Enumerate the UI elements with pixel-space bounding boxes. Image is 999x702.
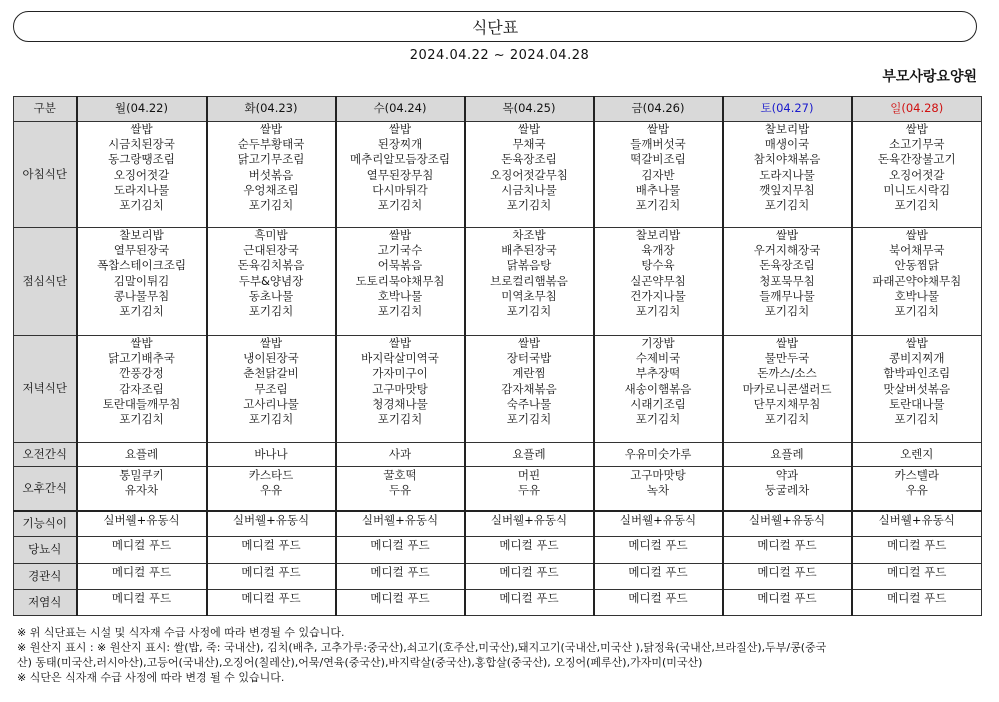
- menu-item: 북어채무국: [888, 243, 945, 258]
- menu-item: 오징어젓갈: [888, 167, 945, 182]
- menu-item: 호박나물: [377, 288, 423, 303]
- menu-cell: [852, 228, 982, 336]
- menu-item: 육개장: [641, 243, 675, 258]
- menu-item: 청경채나물: [372, 396, 428, 411]
- menu-item: 포기김치: [248, 412, 294, 427]
- menu-cell: [77, 336, 207, 443]
- menu-item: 메추리알모듬장조림: [350, 152, 450, 167]
- menu-cell: [594, 590, 723, 616]
- menu-item: 호박나물: [894, 288, 939, 303]
- meal-row-diabetic: [14, 537, 982, 564]
- menu-item: 메디컬 푸드: [499, 538, 559, 552]
- day-header-wed: 수(04.24): [336, 97, 465, 122]
- menu-item: 포기김치: [635, 198, 681, 213]
- menu-cell: [852, 443, 982, 467]
- menu-item: 메디컬 푸드: [887, 565, 947, 579]
- date-range: 2024.04.22 ~ 2024.04.28: [409, 48, 590, 63]
- meal-row-breakfast: [14, 122, 982, 228]
- row-label: 당뇨식: [14, 537, 77, 564]
- meal-row-tube-feed: [14, 564, 982, 590]
- menu-item: 두유: [388, 483, 412, 498]
- menu-item: 흑미밥: [254, 228, 288, 242]
- menu-item: 메디컬 푸드: [111, 538, 172, 552]
- row-label: 저녁식단: [14, 336, 77, 443]
- menu-cell: [852, 537, 982, 564]
- menu-item: 콩비지찌개: [888, 351, 945, 366]
- menu-cell: [465, 537, 594, 564]
- menu-cell: [852, 467, 982, 511]
- menu-cell: [207, 590, 336, 616]
- menu-item: 오징어젓갈: [113, 167, 170, 182]
- menu-item: 쌀밥: [905, 336, 928, 350]
- menu-item: 포기김치: [635, 412, 681, 427]
- menu-cell: [336, 228, 465, 336]
- menu-item: 녹차: [646, 483, 670, 498]
- menu-item: 동그랑땡조림: [108, 152, 175, 167]
- menu-item: 실버웰+유동식: [361, 512, 439, 527]
- row-label: 기능식이: [14, 511, 77, 537]
- facility-name: 부모사랑요양원: [882, 69, 977, 85]
- menu-item: 탕수육: [641, 258, 675, 273]
- menu-item: 쌀밥: [775, 228, 799, 242]
- menu-cell: [77, 511, 207, 537]
- menu-item: 포기김치: [764, 304, 810, 319]
- menu-item: 건가지나물: [630, 288, 686, 303]
- menu-item: 실곤약무침: [630, 273, 686, 288]
- menu-item: 포기김치: [377, 304, 423, 319]
- menu-item: 닭고기무조림: [237, 152, 305, 167]
- menu-item: 버섯볶음: [248, 167, 294, 182]
- menu-cell: [465, 564, 594, 590]
- menu-item: 고구마맛탕: [630, 468, 686, 482]
- menu-item: 유자차: [124, 483, 159, 498]
- menu-item: 닭고기배추국: [108, 351, 175, 366]
- menu-cell: [465, 511, 594, 537]
- menu-cell: [852, 564, 982, 590]
- menu-item: 깻잎지무침: [759, 182, 815, 197]
- menu-item: 카스타드: [248, 468, 294, 482]
- menu-item: 포기김치: [894, 198, 939, 213]
- menu-item: 바지락살미역국: [361, 351, 439, 366]
- menu-item: 포기김치: [894, 304, 939, 319]
- menu-item: 메디컬 푸드: [111, 591, 172, 605]
- menu-cell: [852, 336, 982, 443]
- menu-item: 돈육장조림: [759, 258, 815, 273]
- menu-item: 실버웰+유동식: [490, 512, 568, 527]
- menu-item: 미역초무침: [501, 288, 557, 303]
- menu-item: 머핀: [517, 468, 541, 482]
- menu-item: 도라지나물: [759, 167, 815, 182]
- menu-cell: [465, 590, 594, 616]
- menu-item: 들깨무나물: [759, 288, 815, 303]
- meal-row-functional: [14, 511, 982, 537]
- menu-cell: [465, 443, 594, 467]
- title-box: [13, 11, 977, 42]
- menu-item: 닭볶음탕: [506, 258, 552, 273]
- menu-item: 쌀밥: [517, 122, 541, 136]
- menu-item: 동초나물: [248, 288, 294, 303]
- menu-item: 고기국수: [377, 243, 423, 258]
- menu-item: 메디컬 푸드: [241, 591, 301, 605]
- note-line: 산) 동태(미국산,러시아산),고등어(국내산),오징어(칠레산),어묵/연육(중국산),바지락살(중국산),홍합살(중국산), 오징어(페루산),가자미(미국산): [17, 656, 703, 669]
- menu-item: 냉이된장국: [243, 351, 299, 366]
- menu-cell: [207, 122, 336, 228]
- menu-cell: [336, 336, 465, 443]
- menu-item: 시래기조림: [630, 396, 686, 411]
- day-header-fri: 금(04.26): [594, 97, 723, 122]
- menu-item: 포기김치: [119, 198, 164, 213]
- menu-cell: [723, 564, 852, 590]
- menu-item: 참치야채볶음: [753, 152, 821, 167]
- menu-item: 메디컬 푸드: [499, 565, 559, 579]
- menu-item: 두부&양념장: [238, 273, 304, 288]
- menu-item: 감자조림: [119, 381, 164, 396]
- note-line: ※ 식단은 식자재 수급 사정에 따라 변경 될 수 있습니다.: [17, 671, 285, 684]
- menu-cell: [594, 564, 723, 590]
- menu-cell: [723, 537, 852, 564]
- menu-cell: [723, 122, 852, 228]
- menu-item: 매생이국: [764, 137, 810, 152]
- row-label: 아침식단: [14, 122, 77, 228]
- menu-item: 메디컬 푸드: [370, 591, 430, 605]
- menu-item: 요플레: [124, 446, 159, 461]
- menu-item: 메디컬 푸드: [757, 591, 817, 605]
- menu-item: 포기김치: [119, 412, 164, 427]
- menu-item: 포기김치: [635, 304, 681, 319]
- menu-item: 포기김치: [377, 412, 423, 427]
- menu-item: 쌀밥: [388, 336, 412, 350]
- menu-item: 쌀밥: [905, 122, 928, 136]
- menu-cell: [594, 511, 723, 537]
- menu-item: 메디컬 푸드: [111, 565, 172, 579]
- menu-item: 포기김치: [248, 304, 294, 319]
- menu-item: 시금치나물: [501, 182, 557, 197]
- menu-item: 열무된장국: [113, 243, 170, 258]
- day-header-thu: 목(04.25): [465, 97, 594, 122]
- menu-item: 김자반: [641, 167, 675, 182]
- menu-item: 요플레: [770, 446, 804, 461]
- menu-item: 쌀밥: [775, 336, 799, 350]
- menu-item: 포기김치: [248, 198, 294, 213]
- menu-item: 순두부황태국: [237, 137, 305, 152]
- menu-item: 쌀밥: [905, 228, 928, 242]
- menu-cell: [336, 122, 465, 228]
- menu-item: 메디컬 푸드: [757, 538, 817, 552]
- meal-row-lunch: [14, 228, 982, 336]
- menu-item: 토란대나물: [888, 396, 945, 411]
- menu-cell: [852, 122, 982, 228]
- menu-item: 마카로니콘샐러드: [742, 381, 832, 396]
- menu-item: 메디컬 푸드: [887, 591, 947, 605]
- menu-item: 포기김치: [119, 304, 164, 319]
- menu-item: 메디컬 푸드: [370, 565, 430, 579]
- menu-item: 오징어젓갈무침: [490, 167, 568, 182]
- menu-cell: [723, 228, 852, 336]
- menu-cell: [594, 336, 723, 443]
- menu-cell: [852, 590, 982, 616]
- page-title: 식단표: [471, 18, 519, 37]
- menu-cell: [77, 443, 207, 467]
- menu-item: 포기김치: [377, 198, 423, 213]
- menu-cell: [723, 590, 852, 616]
- menu-item: 장터국밥: [506, 351, 552, 366]
- menu-cell: [723, 511, 852, 537]
- menu-cell: [207, 443, 336, 467]
- menu-item: 우유: [905, 483, 928, 498]
- menu-cell: [465, 228, 594, 336]
- menu-item: 돈육장조림: [501, 152, 557, 167]
- menu-item: 감자채볶음: [501, 381, 557, 396]
- note-line: ※ 위 식단표는 시설 및 식자재 수급 사정에 따라 변경될 수 있습니다.: [17, 626, 345, 639]
- menu-item: 우엉채조림: [243, 182, 299, 197]
- menu-item: 소고기무국: [888, 137, 945, 152]
- meal-row-dinner: [14, 336, 982, 443]
- row-label: 오전간식: [14, 443, 77, 467]
- menu-item: 메디컬 푸드: [628, 538, 688, 552]
- menu-item: 찰보리밥: [635, 228, 681, 242]
- menu-item: 차조밥: [512, 228, 546, 242]
- menu-item: 김말이튀김: [113, 273, 170, 288]
- menu-item: 근대된장국: [243, 243, 299, 258]
- menu-item: 단무지채무침: [753, 396, 821, 411]
- menu-cell: [465, 122, 594, 228]
- menu-item: 물만두국: [764, 351, 810, 366]
- menu-item: 메디컬 푸드: [757, 565, 817, 579]
- menu-item: 도토리묵야채무침: [355, 273, 445, 288]
- menu-item: 폭찹스테이크조림: [97, 258, 186, 273]
- menu-item: 쌀밥: [517, 336, 541, 350]
- menu-cell: [594, 122, 723, 228]
- menu-item: 실버웰+유동식: [619, 512, 697, 527]
- day-header-sun: 일(04.28): [852, 97, 982, 122]
- menu-cell: [207, 511, 336, 537]
- header-row: [14, 97, 982, 122]
- menu-item: 우유미숫가루: [624, 446, 692, 461]
- menu-cell: [77, 590, 207, 616]
- menu-item: 메디컬 푸드: [628, 565, 688, 579]
- note-line: ※ 원산지 표시 : ※ 원산지 표시: 쌀(밥, 죽: 국내산), 김치(배추, 고추가루:중국산),쇠고기(호주산,미국산),돼지고기(국내산,미국산 ),닭정육(국내산,브라질산),두부/콩(중국: [17, 641, 827, 654]
- meal-row-low-salt: [14, 590, 982, 616]
- menu-item: 시금치된장국: [108, 137, 175, 152]
- menu-item: 들깨버섯국: [630, 137, 686, 152]
- menu-item: 실버웰+유동식: [103, 512, 180, 527]
- menu-item: 가자미구이: [372, 366, 428, 381]
- menu-item: 쌀밥: [388, 122, 412, 136]
- menu-item: 바나나: [254, 446, 288, 461]
- menu-cell: [594, 443, 723, 467]
- menu-item: 실버웰+유동식: [748, 512, 826, 527]
- menu-cell: [594, 537, 723, 564]
- menu-cell: [207, 537, 336, 564]
- menu-item: 돈육김치볶음: [237, 258, 305, 273]
- menu-item: 쌀밥: [646, 122, 670, 136]
- menu-item: 메디컬 푸드: [887, 538, 947, 552]
- menu-item: 메디컬 푸드: [628, 591, 688, 605]
- row-label: 점심식단: [14, 228, 77, 336]
- menu-cell: [77, 467, 207, 511]
- menu-item: 수제비국: [635, 351, 681, 366]
- menu-item: 미니도시락김: [883, 182, 951, 197]
- notes: [17, 625, 977, 685]
- row-label: 경관식: [14, 564, 77, 590]
- menu-item: 메디컬 푸드: [241, 565, 301, 579]
- row-label: 오후간식: [14, 467, 77, 511]
- menu-item: 고사리나물: [243, 396, 299, 411]
- menu-item: 메디컬 푸드: [499, 591, 559, 605]
- menu-cell: [336, 537, 465, 564]
- menu-item: 사과: [388, 446, 412, 461]
- menu-item: 포기김치: [764, 412, 810, 427]
- menu-cell: [336, 511, 465, 537]
- menu-item: 계란찜: [512, 366, 546, 381]
- menu-cell: [594, 467, 723, 511]
- menu-item: 포기김치: [506, 412, 552, 427]
- menu-item: 통밀쿠키: [119, 468, 164, 482]
- menu-item: 무채국: [512, 137, 546, 152]
- day-header-tue: 화(04.23): [207, 97, 336, 122]
- menu-item: 포기김치: [506, 198, 552, 213]
- menu-item: 함박파인조림: [883, 366, 951, 381]
- menu-item: 찰보리밥: [764, 122, 810, 136]
- menu-item: 요플레: [512, 446, 546, 461]
- menu-item: 열무된장무침: [366, 167, 434, 182]
- menu-item: 고구마맛탕: [372, 381, 428, 396]
- menu-item: 새송이햄볶음: [624, 381, 692, 396]
- menu-item: 부추장떡: [635, 366, 681, 381]
- menu-cell: [77, 564, 207, 590]
- menu-item: 깐풍강정: [119, 366, 164, 381]
- menu-cell: [77, 122, 207, 228]
- menu-item: 돈까스/소스: [757, 366, 817, 381]
- menu-item: 포기김치: [764, 198, 810, 213]
- menu-cell: [207, 228, 336, 336]
- menu-item: 브로컬리햄볶음: [490, 273, 568, 288]
- day-header-mon: 월(04.22): [77, 97, 207, 122]
- menu-item: 무조림: [254, 381, 288, 396]
- menu-item: 메디컬 푸드: [370, 538, 430, 552]
- menu-cell: [723, 443, 852, 467]
- menu-item: 쌀밥: [130, 336, 153, 350]
- menu-item: 다시마튀각: [372, 182, 428, 197]
- menu-item: 둥굴레차: [764, 483, 810, 498]
- menu-cell: [465, 467, 594, 511]
- corner-header: 구분: [14, 97, 77, 122]
- menu-item: 파래곤약야채무침: [872, 273, 962, 288]
- menu-item: 도라지나물: [113, 182, 170, 197]
- menu-item: 청포묵무침: [759, 273, 815, 288]
- menu-table: [13, 96, 982, 616]
- menu-cell: [207, 336, 336, 443]
- menu-item: 기장밥: [641, 336, 675, 350]
- menu-item: 오렌지: [900, 446, 934, 461]
- menu-item: 포기김치: [894, 412, 939, 427]
- menu-cell: [336, 590, 465, 616]
- menu-item: 우거지해장국: [753, 243, 821, 258]
- menu-item: 두유: [517, 483, 541, 498]
- menu-item: 카스텔라: [894, 468, 939, 482]
- menu-cell: [77, 537, 207, 564]
- menu-item: 배추된장국: [501, 243, 557, 258]
- menu-item: 배추나물: [635, 182, 681, 197]
- meal-row-am-snack: [14, 443, 982, 467]
- menu-cell: [723, 467, 852, 511]
- menu-item: 콩나물무침: [113, 288, 170, 303]
- menu-item: 어묵볶음: [377, 258, 423, 273]
- menu-item: 맛살버섯볶음: [883, 381, 951, 396]
- menu-item: 돈육간장불고기: [877, 152, 956, 167]
- menu-item: 쌀밥: [388, 228, 412, 242]
- menu-item: 꿀호떡: [383, 468, 417, 482]
- row-label: 저염식: [14, 590, 77, 616]
- menu-item: 우유: [259, 483, 283, 498]
- menu-cell: [207, 564, 336, 590]
- day-header-sat: 토(04.27): [723, 97, 852, 122]
- menu-item: 메디컬 푸드: [241, 538, 301, 552]
- menu-cell: [336, 443, 465, 467]
- meal-row-pm-snack: [14, 467, 982, 511]
- menu-cell: [723, 336, 852, 443]
- menu-item: 쌀밥: [259, 122, 283, 136]
- menu-cell: [465, 336, 594, 443]
- menu-item: 쌀밥: [259, 336, 283, 350]
- menu-item: 실버웰+유동식: [878, 512, 955, 527]
- menu-item: 찰보리밥: [119, 228, 164, 242]
- menu-cell: [852, 511, 982, 537]
- menu-cell: [336, 564, 465, 590]
- menu-cell: [207, 467, 336, 511]
- menu-cell: [77, 228, 207, 336]
- menu-item: 실버웰+유동식: [232, 512, 310, 527]
- menu-cell: [594, 228, 723, 336]
- menu-item: 쌀밥: [130, 122, 153, 136]
- menu-item: 포기김치: [506, 304, 552, 319]
- menu-item: 된장찌개: [377, 137, 423, 152]
- menu-item: 약과: [775, 468, 799, 482]
- menu-item: 숙주나물: [506, 396, 552, 411]
- menu-item: 춘천닭갈비: [243, 366, 299, 381]
- menu-item: 떡갈비조림: [630, 152, 686, 167]
- menu-item: 토란대들깨무침: [102, 396, 181, 411]
- menu-cell: [336, 467, 465, 511]
- menu-item: 안동찜닭: [894, 258, 939, 273]
